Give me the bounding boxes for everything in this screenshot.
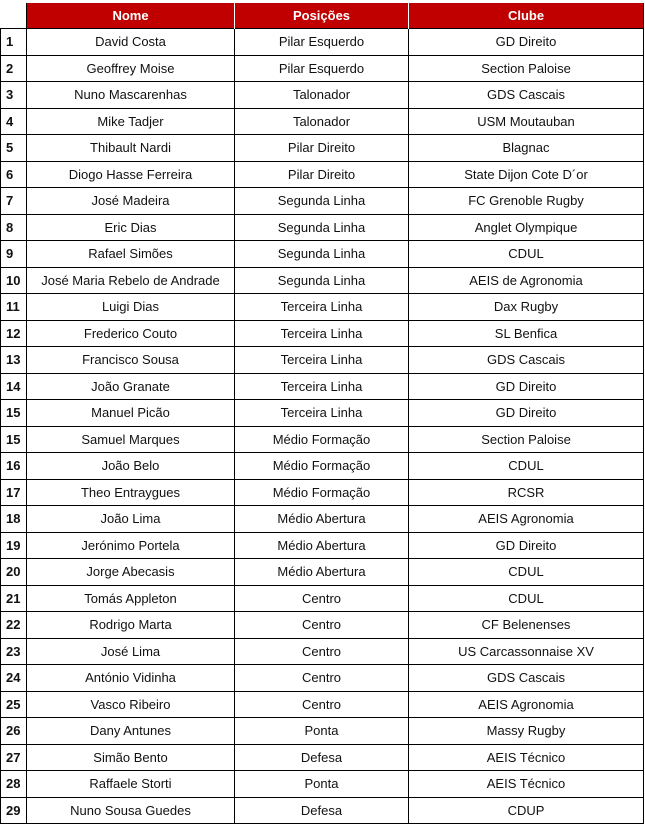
player-club: Dax Rugby	[409, 294, 644, 321]
table-row	[1, 744, 644, 771]
player-name: Diogo Hasse Ferreira	[27, 161, 235, 188]
table-row	[1, 532, 644, 559]
table-row	[1, 161, 644, 188]
player-position: Pilar Direito	[235, 161, 409, 188]
row-number: 3	[1, 82, 27, 109]
player-club: US Carcassonnaise XV	[409, 638, 644, 665]
player-position: Médio Formação	[235, 479, 409, 506]
player-club: GDS Cascais	[409, 347, 644, 374]
player-name: Rodrigo Marta	[27, 612, 235, 639]
player-name: Tomás Appleton	[27, 585, 235, 612]
player-position: Talonador	[235, 82, 409, 109]
row-number: 16	[1, 453, 27, 480]
table-row	[1, 188, 644, 215]
header-club: Clube	[409, 3, 644, 29]
player-club: FC Grenoble Rugby	[409, 188, 644, 215]
player-club: Section Paloise	[409, 426, 644, 453]
player-club: GDS Cascais	[409, 665, 644, 692]
player-name: João Lima	[27, 506, 235, 533]
player-club: CDUL	[409, 585, 644, 612]
player-club: Massy Rugby	[409, 718, 644, 745]
player-position: Centro	[235, 691, 409, 718]
player-position: Segunda Linha	[235, 188, 409, 215]
player-position: Terceira Linha	[235, 373, 409, 400]
row-number: 13	[1, 347, 27, 374]
player-name: Manuel Picão	[27, 400, 235, 427]
player-name: Geoffrey Moise	[27, 55, 235, 82]
player-club: CDUL	[409, 453, 644, 480]
table-row	[1, 797, 644, 824]
player-position: Centro	[235, 638, 409, 665]
player-name: David Costa	[27, 29, 235, 56]
player-name: Frederico Couto	[27, 320, 235, 347]
row-number: 10	[1, 267, 27, 294]
player-club: CF Belenenses	[409, 612, 644, 639]
player-club: SL Benfica	[409, 320, 644, 347]
player-position: Terceira Linha	[235, 320, 409, 347]
row-number: 17	[1, 479, 27, 506]
table-row	[1, 135, 644, 162]
player-position: Segunda Linha	[235, 267, 409, 294]
row-number: 15	[1, 426, 27, 453]
player-position: Defesa	[235, 797, 409, 824]
row-number: 12	[1, 320, 27, 347]
player-position: Centro	[235, 665, 409, 692]
table-body	[1, 29, 644, 824]
table-row	[1, 479, 644, 506]
player-position: Segunda Linha	[235, 241, 409, 268]
player-name: Raffaele Storti	[27, 771, 235, 798]
table-row	[1, 453, 644, 480]
table-row	[1, 612, 644, 639]
player-position: Centro	[235, 612, 409, 639]
player-club: GD Direito	[409, 400, 644, 427]
table-row	[1, 506, 644, 533]
player-club: GD Direito	[409, 532, 644, 559]
table-row	[1, 585, 644, 612]
player-name: Mike Tadjer	[27, 108, 235, 135]
player-club: GD Direito	[409, 29, 644, 56]
row-number: 4	[1, 108, 27, 135]
player-club: CDUL	[409, 241, 644, 268]
player-position: Médio Formação	[235, 453, 409, 480]
player-name: Francisco Sousa	[27, 347, 235, 374]
player-position: Ponta	[235, 718, 409, 745]
row-number: 24	[1, 665, 27, 692]
table-row	[1, 347, 644, 374]
player-club: AEIS Agronomia	[409, 506, 644, 533]
player-club: Blagnac	[409, 135, 644, 162]
player-club: GDS Cascais	[409, 82, 644, 109]
row-number: 9	[1, 241, 27, 268]
table-row	[1, 718, 644, 745]
table-row	[1, 400, 644, 427]
player-name: António Vidinha	[27, 665, 235, 692]
player-club: AEIS Técnico	[409, 771, 644, 798]
row-number: 15	[1, 400, 27, 427]
table-row	[1, 241, 644, 268]
player-club: AEIS Agronomia	[409, 691, 644, 718]
squad-table	[0, 3, 644, 824]
player-club: CDUL	[409, 559, 644, 586]
player-name: Jerónimo Portela	[27, 532, 235, 559]
player-club: USM Moutauban	[409, 108, 644, 135]
table-row	[1, 82, 644, 109]
row-number: 20	[1, 559, 27, 586]
player-name: Nuno Mascarenhas	[27, 82, 235, 109]
table-row	[1, 559, 644, 586]
header-name: Nome	[27, 3, 235, 29]
row-number: 18	[1, 506, 27, 533]
player-name: Jorge Abecasis	[27, 559, 235, 586]
row-number: 26	[1, 718, 27, 745]
player-club: CDUP	[409, 797, 644, 824]
row-number: 23	[1, 638, 27, 665]
player-position: Médio Formação	[235, 426, 409, 453]
player-name: José Lima	[27, 638, 235, 665]
row-number: 28	[1, 771, 27, 798]
table-row	[1, 373, 644, 400]
row-number: 8	[1, 214, 27, 241]
row-number: 7	[1, 188, 27, 215]
player-position: Terceira Linha	[235, 347, 409, 374]
player-position: Segunda Linha	[235, 214, 409, 241]
player-name: Nuno Sousa Guedes	[27, 797, 235, 824]
player-name: Rafael Simões	[27, 241, 235, 268]
player-position: Pilar Direito	[235, 135, 409, 162]
row-number: 11	[1, 294, 27, 321]
player-club: RCSR	[409, 479, 644, 506]
player-name: Samuel Marques	[27, 426, 235, 453]
player-position: Terceira Linha	[235, 294, 409, 321]
player-name: José Madeira	[27, 188, 235, 215]
player-club: Section Paloise	[409, 55, 644, 82]
table-row	[1, 214, 644, 241]
table-row	[1, 108, 644, 135]
row-number: 21	[1, 585, 27, 612]
row-number: 14	[1, 373, 27, 400]
player-position: Ponta	[235, 771, 409, 798]
player-position: Pilar Esquerdo	[235, 29, 409, 56]
row-number: 22	[1, 612, 27, 639]
table-row	[1, 665, 644, 692]
player-position: Pilar Esquerdo	[235, 55, 409, 82]
row-number: 29	[1, 797, 27, 824]
player-name: Simão Bento	[27, 744, 235, 771]
table-row	[1, 638, 644, 665]
player-name: Theo Entraygues	[27, 479, 235, 506]
row-number: 25	[1, 691, 27, 718]
player-position: Talonador	[235, 108, 409, 135]
player-club: State Dijon Cote D´or	[409, 161, 644, 188]
table-row	[1, 55, 644, 82]
player-name: João Granate	[27, 373, 235, 400]
player-position: Terceira Linha	[235, 400, 409, 427]
player-club: AEIS de Agronomia	[409, 267, 644, 294]
header-row	[1, 3, 644, 29]
player-position: Médio Abertura	[235, 559, 409, 586]
player-club: AEIS Técnico	[409, 744, 644, 771]
player-position: Centro	[235, 585, 409, 612]
table-row	[1, 771, 644, 798]
header-position: Posições	[235, 3, 409, 29]
row-number: 2	[1, 55, 27, 82]
table-row	[1, 29, 644, 56]
player-name: José Maria Rebelo de Andrade	[27, 267, 235, 294]
player-name: Thibault Nardi	[27, 135, 235, 162]
player-name: João Belo	[27, 453, 235, 480]
row-number: 27	[1, 744, 27, 771]
table-row	[1, 267, 644, 294]
table-row	[1, 320, 644, 347]
player-position: Médio Abertura	[235, 532, 409, 559]
player-name: Luigi Dias	[27, 294, 235, 321]
player-name: Vasco Ribeiro	[27, 691, 235, 718]
row-number: 19	[1, 532, 27, 559]
row-number: 1	[1, 29, 27, 56]
header-number	[1, 3, 27, 29]
row-number: 5	[1, 135, 27, 162]
player-position: Médio Abertura	[235, 506, 409, 533]
table-row	[1, 426, 644, 453]
player-name: Dany Antunes	[27, 718, 235, 745]
player-position: Defesa	[235, 744, 409, 771]
player-club: GD Direito	[409, 373, 644, 400]
table-row	[1, 294, 644, 321]
player-club: Anglet Olympique	[409, 214, 644, 241]
table-row	[1, 691, 644, 718]
row-number: 6	[1, 161, 27, 188]
player-name: Eric Dias	[27, 214, 235, 241]
